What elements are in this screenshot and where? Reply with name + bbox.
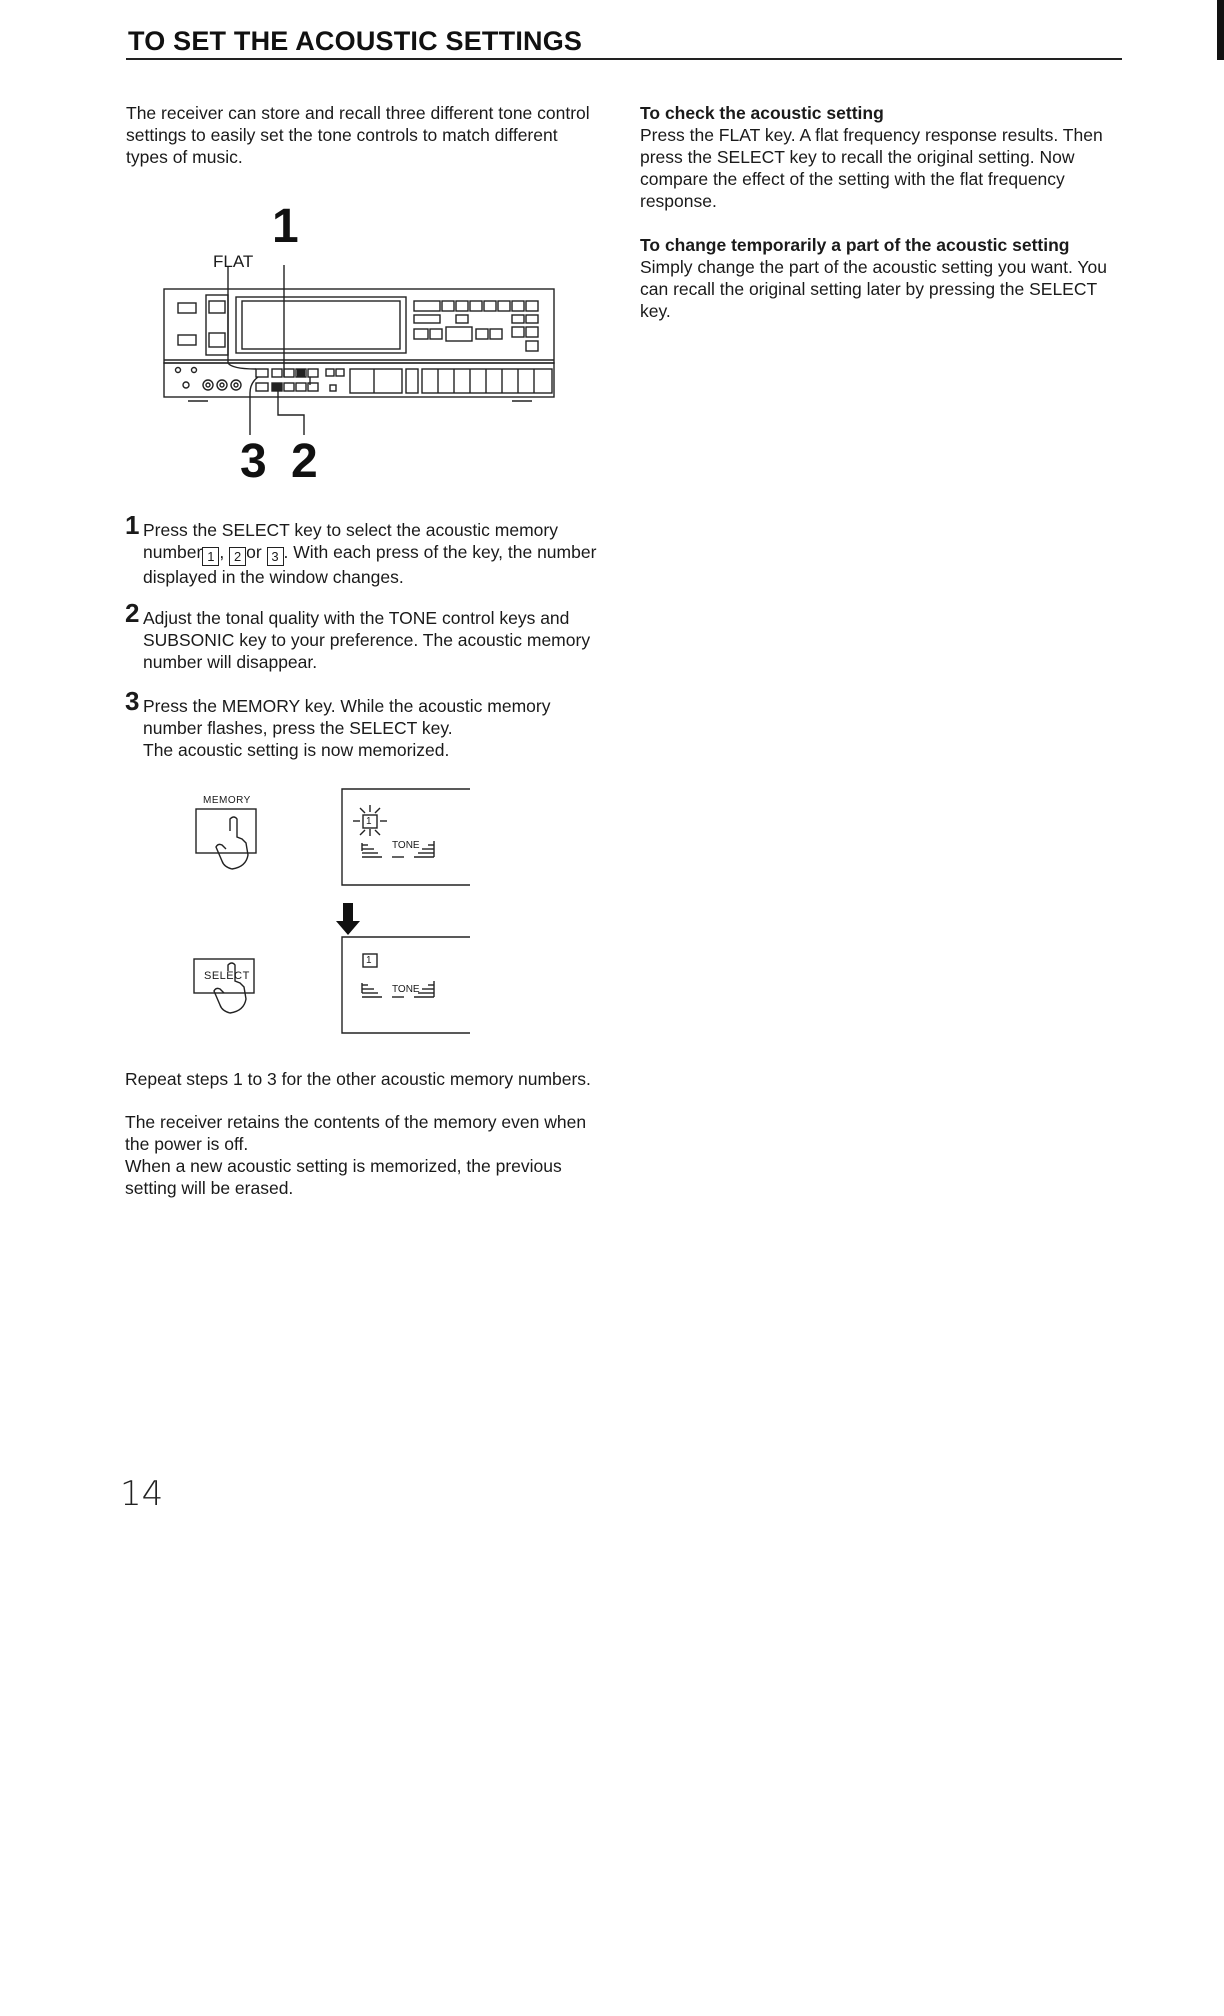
select-key-label: SELECT (204, 970, 250, 982)
change-setting-text: Simply change the part of the acoustic setting you want. You can recall the original setting later by pressing the SELECT key. (640, 257, 1107, 321)
check-setting-text: Press the FLAT key. A flat frequency response results. Then press the SELECT key to recall the original setting. Now compare the effect of the setting with the flat frequency response. (640, 125, 1103, 211)
step-text: Adjust the tonal quality with the TONE control keys and SUBSONIC key to your preference. The acoustic memory number will disappear. (143, 608, 591, 672)
tone-label: TONE (392, 840, 420, 851)
memory-key-label: MEMORY (203, 795, 251, 806)
separator: , (219, 542, 225, 562)
step-2 (125, 598, 615, 673)
memory-retain-note (125, 1111, 605, 1199)
title-rule (126, 58, 1122, 60)
intro-paragraph (126, 102, 606, 168)
memory-number-box: 1 (202, 547, 219, 566)
erase-text: When a new acoustic setting is memorized, the previous setting will be erased. (125, 1156, 562, 1198)
step-3-line: Press the MEMORY key. While the acoustic memory number flashes, press the SELECT key. (143, 696, 551, 738)
display-number: 1 (366, 955, 372, 966)
step-3-line: The acoustic setting is now memorized. (143, 740, 450, 760)
memory-number-box: 3 (267, 547, 284, 566)
display-number: 1 (366, 816, 372, 827)
receiver-front-panel (160, 265, 560, 450)
change-setting-section (640, 234, 1120, 322)
intro-line: The receiver can store and recall three different tone control (126, 103, 590, 123)
page-edge-mark (1217, 0, 1224, 60)
flat-label: FLAT (213, 252, 254, 271)
check-setting-section (640, 102, 1120, 212)
page-title: TO SET THE ACOUSTIC SETTINGS (128, 26, 583, 56)
separator: or (246, 542, 262, 562)
step-3 (125, 686, 595, 761)
step-text (143, 695, 595, 761)
tone-label: TONE (392, 984, 420, 995)
intro-line: types of music. (126, 147, 243, 167)
memory-number-box: 2 (229, 547, 246, 566)
down-arrow-icon (336, 903, 360, 935)
step-1-text: Press the SELECT key to select the acoustic memory number (143, 520, 558, 562)
step-text (143, 519, 615, 588)
step-1 (125, 510, 615, 588)
repeat-note: Repeat steps 1 to 3 for the other acoustic memory numbers. (125, 1069, 591, 1089)
key-diagram (190, 785, 480, 1050)
callout-1: 1 (272, 200, 299, 253)
step-1-text-cont: . With each press of the key, the number displayed in the window changes. (143, 542, 597, 587)
callout-3: 3 (240, 435, 267, 488)
retain-text: The receiver retains the contents of the memory even when the power is off. (125, 1112, 587, 1154)
step-number: 2 (125, 598, 140, 628)
callout-2: 2 (291, 435, 318, 488)
step-number: 3 (125, 686, 140, 716)
check-setting-heading: To check the acoustic setting (640, 103, 884, 123)
step-number: 1 (125, 510, 140, 540)
intro-line: settings to easily set the tone controls to match different (126, 125, 558, 145)
page-number: 14 (120, 1474, 164, 1514)
change-setting-heading: To change temporarily a part of the acoustic setting (640, 235, 1070, 255)
